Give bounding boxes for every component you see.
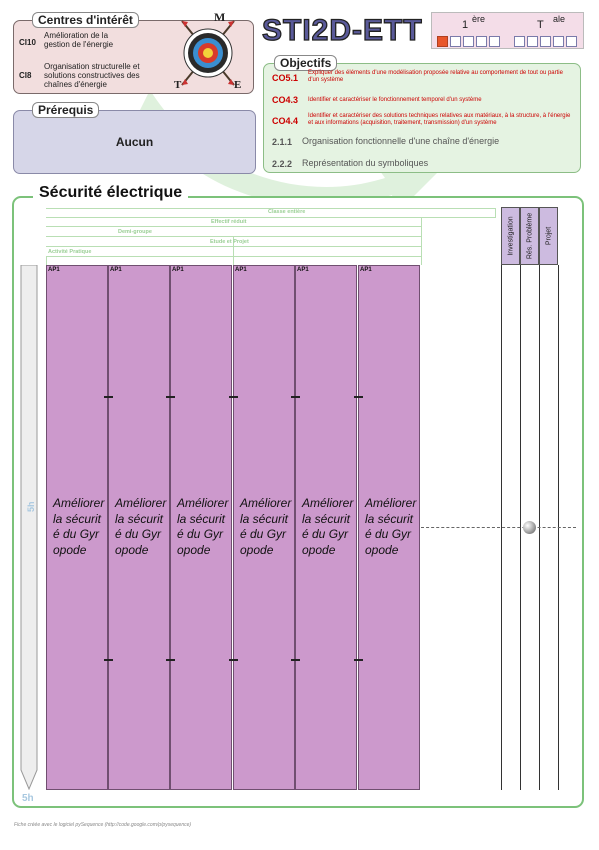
objectifs-title: Objectifs: [274, 55, 337, 71]
level-box: [431, 12, 584, 49]
objectifs-panel: [263, 56, 581, 173]
compass-se: E: [234, 79, 242, 91]
activity-code: AP1: [297, 267, 309, 273]
ci-text: Organisation structurelle et solutions constructives des chaînes d'énergie: [44, 62, 140, 89]
activity-column[interactable]: [46, 265, 108, 790]
activity-code: AP1: [48, 267, 60, 273]
objective-code: CO4.3: [272, 95, 299, 105]
activity-code: AP1: [235, 267, 247, 273]
prerequis-title: Prérequis: [32, 102, 99, 118]
activity-code: AP1: [360, 267, 372, 273]
sequence-title: Sécurité électrique: [33, 184, 188, 202]
activity-column[interactable]: [233, 265, 295, 790]
level-term-sup: ale: [553, 14, 566, 24]
page-title: STI2D-ETT: [262, 14, 423, 47]
level-first-sup: ère: [472, 14, 486, 24]
activity-column[interactable]: [170, 265, 232, 790]
activity-text: Améliorer la sécurité du Gyropode: [53, 496, 105, 557]
objective-text: Identifier et caractériser le fonctionnement temporel d'un système: [308, 97, 482, 103]
savoir-code: 2.2.2: [272, 159, 293, 169]
header-activite-pratique: Activité Pratique: [48, 249, 92, 255]
activity-text: Améliorer la sécurité du Gyropode: [365, 496, 417, 557]
activity-code: AP1: [110, 267, 122, 273]
target-logo: [172, 10, 244, 93]
objective-code: CO4.4: [272, 116, 299, 126]
prerequis-value: Aucun: [115, 135, 154, 149]
level-square: [450, 36, 461, 47]
activity-text: Améliorer la sécurité du Gyropode: [177, 496, 229, 557]
activity-text: Améliorer la sécurité du Gyropode: [240, 496, 292, 557]
ci-code: CI8: [19, 71, 32, 80]
marker-dot[interactable]: [523, 521, 536, 534]
objective-code: CO5.1: [272, 73, 299, 83]
col-investigation: Investigation: [501, 207, 520, 265]
activity-code: AP1: [172, 267, 184, 273]
duration-mid: 5h: [26, 501, 36, 512]
centres-interet-title: Centres d'intérêt: [32, 12, 139, 28]
compass-n: M: [214, 10, 226, 24]
level-square: [463, 36, 474, 47]
duration-total: 5h: [22, 793, 34, 804]
header-classe-entiere: Classe entière: [268, 209, 306, 215]
ci-code: CI10: [19, 38, 36, 47]
header-demi-groupe: Demi-groupe: [118, 229, 152, 235]
level-square: [540, 36, 551, 47]
footer-note: Fiche créée avec le logiciel pySequence (http://code.google.com/p/pysequence): [14, 822, 192, 828]
level-square: [566, 36, 577, 47]
level-square-active: [437, 36, 448, 47]
level-first: 1: [462, 19, 469, 31]
ci-text: Amélioration de la gestion de l'énergie: [44, 31, 114, 49]
savoir-code: 2.1.1: [272, 137, 293, 147]
level-square: [514, 36, 525, 47]
duration-bar: [20, 265, 38, 790]
col-res-probleme: Rés. Problème: [520, 207, 539, 265]
activity-text: Améliorer la sécurité du Gyropode: [302, 496, 354, 557]
activity-text: Améliorer la sécurité du Gyropode: [115, 496, 167, 557]
level-square: [489, 36, 500, 47]
col-projet: Projet: [539, 207, 558, 265]
activity-column[interactable]: [295, 265, 357, 790]
prerequis-panel: [13, 103, 256, 174]
objective-text: Identifier et caractériser des solutions techniques relatives aux matériaux, à la structure, à l'énergie et aux informations (acquisition, traitement, transmission) d'un système: [308, 113, 571, 126]
activity-column[interactable]: [358, 265, 420, 790]
objective-text: Expliquer des éléments d'une modélisation proposée relative au comportement de tout ou partie d'un système: [308, 70, 563, 83]
compass-sw: T: [174, 79, 182, 91]
header-effectif-reduit: Effectif réduit: [211, 219, 247, 225]
level-square: [476, 36, 487, 47]
connector-line: [421, 527, 576, 528]
level-square: [527, 36, 538, 47]
level-square: [553, 36, 564, 47]
level-term: T: [537, 19, 544, 31]
savoir-text: Représentation du symboliques: [302, 158, 429, 168]
savoir-text: Organisation fonctionnelle d'une chaîne d'énergie: [302, 136, 500, 146]
activity-column[interactable]: [108, 265, 170, 790]
header-etude-projet: Etude et Projet: [210, 239, 249, 245]
